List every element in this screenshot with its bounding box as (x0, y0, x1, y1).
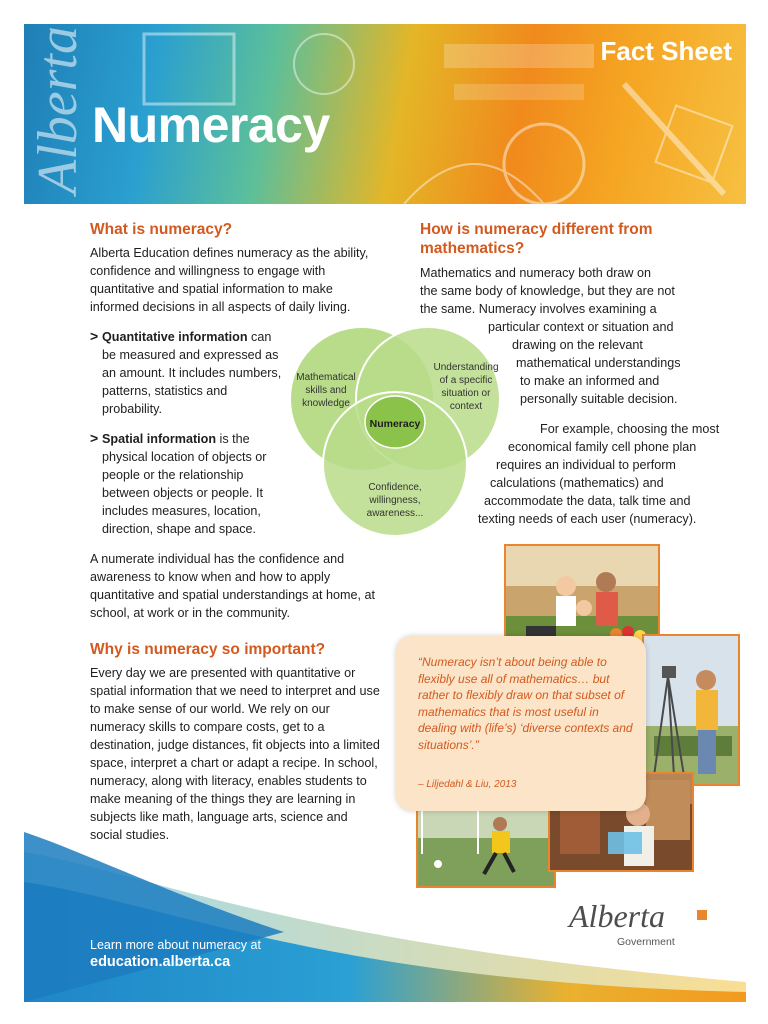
bullet-quantitative-term: Quantitative information (102, 330, 248, 344)
footer-learn-more: Learn more about numeracy at (90, 938, 261, 952)
venn-circle-context-line1: Understanding (433, 362, 499, 373)
header-banner (24, 24, 746, 204)
bullet-spatial (90, 430, 290, 538)
footer-url-link[interactable]: education.alberta.ca (90, 954, 231, 970)
how-para2-line: accommodate the data, talk time and (484, 494, 691, 508)
logo-name: Alberta (569, 898, 665, 934)
quote-callout (396, 636, 646, 811)
alberta-government-logo (569, 898, 709, 952)
bullet-spatial-desc: is the physical location of objects or people or the relationship between objects or people. It includes measures, location, direction, shape and space. (102, 432, 267, 536)
bullet-spatial-text (90, 430, 280, 538)
banner-watermark: Alberta (27, 26, 89, 194)
venn-circle-math-line2: skills and (305, 385, 347, 396)
how-para1-line: personally suitable decision. (520, 392, 678, 406)
how-para1-line: mathematical understandings (516, 356, 681, 370)
venn-circle-confidence-line2: willingness, (369, 495, 421, 506)
why-heading: Why is numeracy so important? (90, 641, 326, 658)
why-text: Every day we are presented with quantitative or spatial information that we need to interpret and use to make sense of our world. We rely on our numeracy skills to compare costs, get to a destination, judge distances, fit objects into a limited space, interpret a chart or adapt a recipe. In school, numeracy, along with literacy, enables students to make meaning of the things they are learning in subjects like math, language arts, science and social studies. (90, 666, 380, 842)
venn-circle-context-line2: of a specific (439, 375, 493, 386)
venn-circle-confidence-line1: Confidence, (368, 482, 422, 493)
how-para1-line: particular context or situation and (488, 320, 674, 334)
how-para2-line: texting needs of each user (numeracy). (478, 512, 697, 526)
how-para1-line: the same body of knowledge, but they are not (420, 284, 675, 298)
how-para1-line: Mathematics and numeracy both draw on (420, 266, 652, 280)
bullet-quantitative-text (90, 328, 285, 418)
how-para2-line: For example, choosing the most (540, 422, 720, 436)
quote-citation: – Liljedahl & Liu, 2013 (418, 779, 517, 790)
venn-circle-context-line4: context (449, 401, 483, 412)
venn-center-label: Numeracy (369, 418, 421, 430)
numeracy-venn-diagram (280, 324, 510, 544)
logo-subtitle: Government (617, 936, 675, 948)
how-para1-line: the same. Numeracy involves examining a (420, 302, 657, 316)
what-closing: A numerate individual has the confidence and awareness to know when and how to apply quantitative and spatial understandings at home, at school, at work or in the community. (90, 552, 375, 620)
venn-circle-math-line3: knowledge (302, 398, 350, 409)
what-intro: Alberta Education defines numeracy as the ability, confidence and willingness to engage with quantitative and spatial information to make informed decisions in all aspects of daily living. (90, 246, 369, 314)
what-heading: What is numeracy? (90, 221, 233, 238)
fact-sheet-label: Fact Sheet (600, 36, 732, 66)
how-para1-line: drawing on the relevant (512, 338, 643, 352)
how-para2-line: requires an individual to perform (496, 458, 676, 472)
bullet-mark: > (90, 430, 99, 446)
fact-sheet-page (24, 24, 746, 1002)
surveying-student-photo (642, 634, 740, 786)
logo-orange-mark (697, 910, 707, 920)
quote-text: “Numeracy isn’t about being able to flexibly use all of mathematics… but rather to flexibly draw on that subset of mathematics that is most useful in dealing with (life’s) ‘diverse contexts and situations’.” (418, 655, 633, 752)
page-title: Numeracy (92, 97, 330, 153)
venn-circle-context-line3: situation or (441, 388, 491, 399)
bullet-quantitative (90, 328, 290, 418)
how-para2-line: economical family cell phone plan (508, 440, 697, 454)
bullet-quantitative-desc: can be measured and expressed as an amount. It includes numbers, patterns, statistics and probability. (102, 330, 282, 416)
how-heading: How is numeracy different from mathematics? (420, 221, 653, 257)
venn-circle-math-line1: Mathematical (296, 372, 356, 383)
venn-circle-confidence-line3: awareness... (366, 508, 424, 519)
how-para2-line: calculations (mathematics) and (490, 476, 664, 490)
how-para1-line: to make an informed and (520, 374, 660, 388)
bullet-spatial-term: Spatial information (102, 432, 217, 446)
bullet-mark: > (90, 328, 99, 344)
